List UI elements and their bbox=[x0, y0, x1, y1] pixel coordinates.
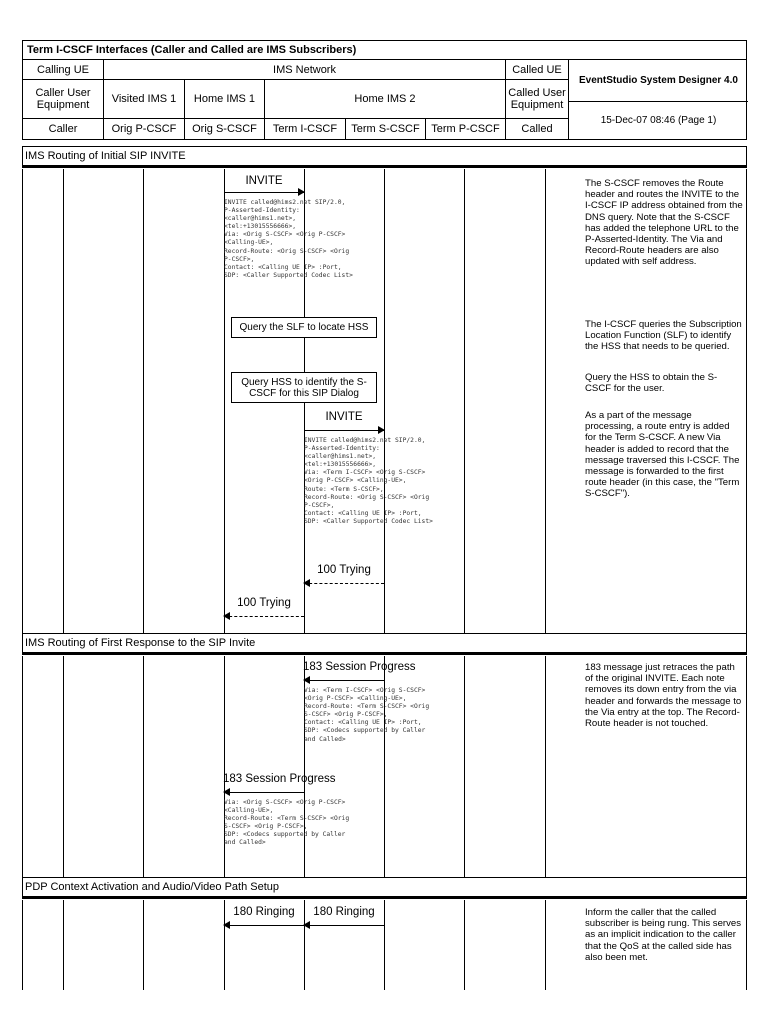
ringing-label-1: 180 Ringing bbox=[233, 906, 295, 918]
progress-arrow-1 bbox=[304, 680, 384, 681]
lifeline-called bbox=[545, 169, 546, 633]
ringing-arrow-2 bbox=[304, 925, 384, 926]
lifeline-caller bbox=[63, 169, 64, 633]
group-called-user-equipment: Called User Equipment bbox=[506, 80, 569, 119]
lifeline-term-p-cscf bbox=[464, 900, 465, 990]
progress-label-1: 183 Session Progress bbox=[303, 661, 416, 673]
diagram-title: Term I-CSCF Interfaces (Caller and Called are IMS Subscribers) bbox=[23, 41, 746, 60]
entity-orig-p-cscf: Orig P-CSCF bbox=[104, 119, 185, 139]
invite-arrow-1 bbox=[224, 192, 304, 193]
action-query-slf: Query the SLF to locate HSS bbox=[231, 317, 377, 338]
remark-route-entry: As a part of the message processing, a route entry is added for the Term S-CSCF. A new Via header is added to record that the message traversed this I-CSCF. The message is forwarded to the first route header (in this case, the "Term S-CSCF"). bbox=[585, 410, 740, 500]
entity-term-i-cscf: Term I-CSCF bbox=[265, 119, 346, 139]
invite-label-2: INVITE bbox=[325, 411, 363, 423]
lifeline-right-border bbox=[746, 656, 747, 877]
group-ims-network: IMS Network bbox=[104, 60, 506, 80]
lifeline-term-p-cscf bbox=[464, 169, 465, 633]
entity-called: Called bbox=[506, 119, 569, 139]
progress-params-1: Via: <Term I-CSCF> <Orig S-CSCF> <Orig P-CSCF> <Calling-UE>, Record-Route: <Term S-CSCF> <Orig S-CSCF> <Orig P-CSCF>, Contact: <Calling UE IP> :Port, SDP: <Codecs supported by Caller and Called> bbox=[304, 687, 430, 743]
action-query-hss: Query HSS to identify the S-CSCF for this SIP Dialog bbox=[231, 372, 377, 403]
invite-label-1: INVITE bbox=[245, 175, 283, 187]
lifeline-right-border bbox=[746, 900, 747, 990]
lifeline-left-border bbox=[22, 656, 23, 877]
entity-caller: Caller bbox=[23, 119, 104, 139]
diagram-header bbox=[22, 40, 747, 140]
lifeline-right-border bbox=[746, 169, 747, 633]
entity-term-s-cscf: Term S-CSCF bbox=[346, 119, 426, 139]
section-pdp-context: PDP Context Activation and Audio/Video Path Setup bbox=[22, 877, 747, 897]
ringing-label-2: 180 Ringing bbox=[313, 906, 375, 918]
lifeline-called bbox=[545, 900, 546, 990]
invite-params-2: INVITE called@hims2.net SIP/2.0, P-Asserted-Identity: <caller@hims1.net>, <tel:+13015556666>, Via: <Term I-CSCF> <Orig S-CSCF> <Orig P-CSCF> <Calling-UE>, Route: <Term S-CSCF>, Record-Route: <Orig S-CSCF> <Orig P-CSCF>, Contact: <Calling UE IP> :Port, SDP: <Caller Supported Codec List> bbox=[304, 437, 433, 525]
trying-label-1: 100 Trying bbox=[317, 564, 371, 576]
remark-183-retrace: 183 message just retraces the path of the original INVITE. Each note removes its down entry from the via header and forwards the message to the Via entry at the top. The Record-Route header is not touched. bbox=[585, 662, 742, 730]
group-calling-ue: Calling UE bbox=[23, 60, 104, 80]
lifeline-called bbox=[545, 656, 546, 877]
entity-term-p-cscf: Term P-CSCF bbox=[426, 119, 506, 139]
lifeline-orig-p-cscf bbox=[143, 656, 144, 877]
lifeline-left-border bbox=[22, 169, 23, 633]
lifeline-term-s-cscf bbox=[384, 900, 385, 990]
lifeline-left-border bbox=[22, 900, 23, 990]
lifeline-caller bbox=[63, 900, 64, 990]
lifeline-orig-p-cscf bbox=[143, 900, 144, 990]
entity-orig-s-cscf: Orig S-CSCF bbox=[185, 119, 265, 139]
lifeline-orig-p-cscf bbox=[143, 169, 144, 633]
progress-label-2: 183 Session Progress bbox=[223, 773, 336, 785]
group-caller-user-equipment: Caller User Equipment bbox=[23, 80, 104, 119]
progress-arrow-2 bbox=[224, 792, 304, 793]
group-visited-ims-1: Visited IMS 1 bbox=[104, 80, 185, 119]
progress-params-2: Via: <Orig S-CSCF> <Orig P-CSCF> <Calling-UE>, Record-Route: <Term S-CSCF> <Orig S-CSCF> <Orig P-CSCF>, SDP: <Codecs supported by Caller and Called> bbox=[224, 799, 350, 847]
tool-name: EventStudio System Designer 4.0 bbox=[569, 60, 748, 102]
group-called-ue: Called UE bbox=[506, 60, 569, 80]
remark-hss-query: Query the HSS to obtain the S-CSCF for the user. bbox=[585, 372, 718, 395]
lifeline-caller bbox=[63, 656, 64, 877]
trying-arrow-1 bbox=[304, 583, 384, 584]
group-home-ims-1: Home IMS 1 bbox=[185, 80, 265, 119]
ringing-arrow-1 bbox=[224, 925, 304, 926]
remark-slf-query: The I-CSCF queries the Subscription Location Function (SLF) to identify the HSS that needs to be queried. bbox=[585, 319, 742, 353]
invite-params-1: INVITE called@hims2.net SIP/2.0, P-Asserted-Identity: <caller@hims1.net>, <tel:+13015556666>, Via: <Orig S-CSCF> <Orig P-CSCF> <Calling-UE>, Record-Route: <Orig S-CSCF> <Orig P-CSCF>, Contact: <Calling UE IP> :Port, SDP: <Caller Supported Codec List> bbox=[224, 199, 353, 279]
invite-arrow-2 bbox=[304, 430, 384, 431]
group-home-ims-2: Home IMS 2 bbox=[265, 80, 506, 119]
diagram-date: 15-Dec-07 08:46 (Page 1) bbox=[600, 115, 717, 126]
section-first-response: IMS Routing of First Response to the SIP Invite bbox=[22, 633, 747, 653]
trying-arrow-2 bbox=[224, 616, 304, 617]
section-initial-invite: IMS Routing of Initial SIP INVITE bbox=[22, 146, 747, 166]
remark-ringing: Inform the caller that the called subscriber is being rung. This serves as an implicit indication to the caller that the QoS at the called side has also been met. bbox=[585, 907, 742, 963]
trying-label-2: 100 Trying bbox=[237, 597, 291, 609]
lifeline-term-s-cscf bbox=[384, 169, 385, 633]
lifeline-term-p-cscf bbox=[464, 656, 465, 877]
remark-scscf-routing: The S-CSCF removes the Route header and routes the INVITE to the I-CSCF IP address obtained from the DNS query. Note that the S-CSCF has added the telephone URL to the P-Asserted-Identity. The Via and Record-Route headers are also updated with self address. bbox=[585, 178, 743, 268]
